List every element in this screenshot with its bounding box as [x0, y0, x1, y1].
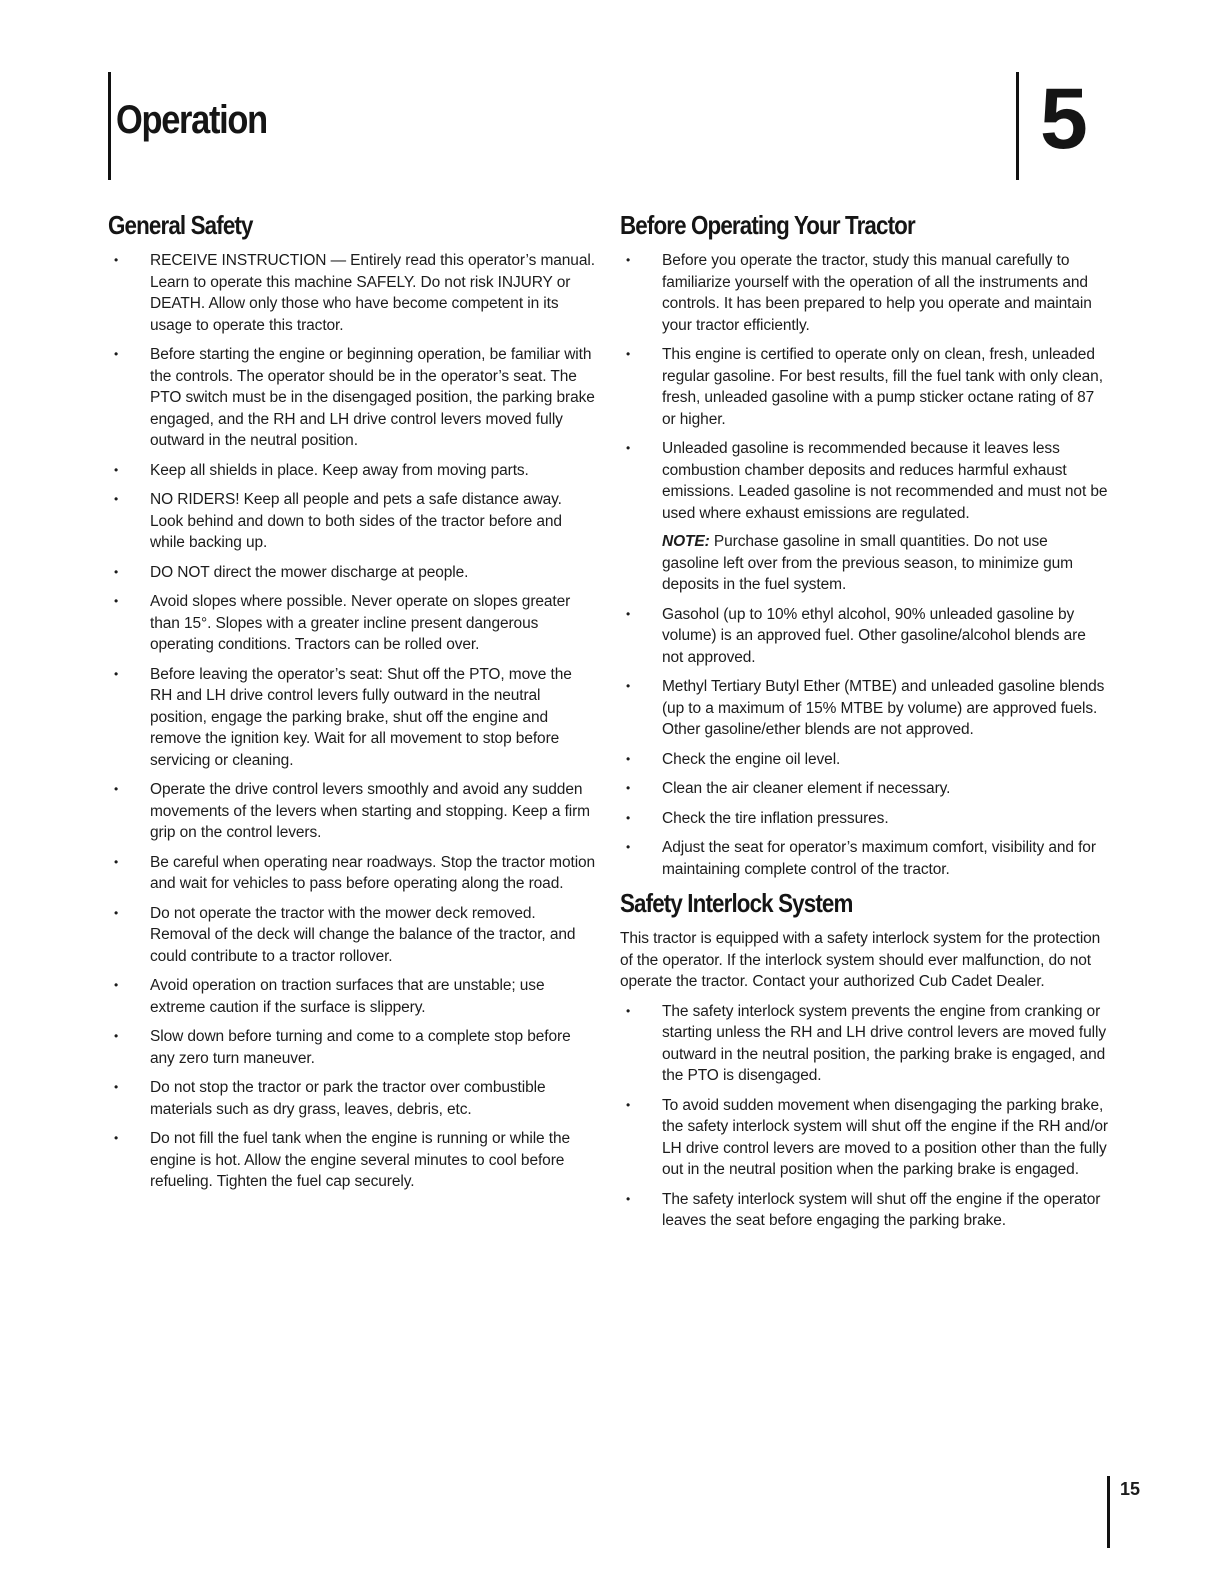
bullet-icon: • [114, 594, 119, 608]
before-operating-heading: Before Operating Your Tractor [620, 210, 915, 240]
bullet-icon: • [626, 606, 631, 621]
list-item [108, 779, 596, 844]
list-item [620, 778, 1108, 800]
list-item [620, 1189, 1108, 1232]
list-item [108, 903, 596, 968]
chapter-number: 5 [1040, 71, 1088, 167]
list-item [108, 250, 596, 336]
bullet-icon: • [114, 905, 119, 920]
bullet-icon: • [114, 1080, 119, 1094]
bullet-icon: • [626, 751, 631, 766]
bullet-icon: • [114, 253, 119, 267]
list-item [620, 749, 1108, 771]
right-column [620, 210, 1108, 1240]
note-text: Purchase gasoline in small quantities. Do not use gasoline left over from the previous season, to minimize gum deposits in the fuel system. [662, 533, 1073, 593]
bullet-icon: • [626, 810, 631, 825]
bullet-icon: • [626, 781, 631, 795]
interlock-list [620, 1001, 1108, 1232]
list-item-text: Avoid operation on traction surfaces that are unstable; use extreme caution if the surface is slippery. [150, 977, 545, 1016]
list-item [620, 604, 1108, 669]
before-operating-list [620, 250, 1108, 880]
list-item-text: NO RIDERS! Keep all people and pets a safe distance away. Look behind and down to both sides of the tractor before and while backing up. [150, 491, 562, 551]
list-item-text: Be careful when operating near roadways. Stop the tractor motion and wait for vehicles to pass before operating along the road. [150, 853, 596, 892]
list-item [620, 676, 1108, 741]
list-item [108, 1026, 596, 1069]
bullet-icon: • [626, 1191, 631, 1206]
fuel-note [662, 531, 1108, 596]
bullet-icon: • [114, 347, 119, 361]
list-item-text: DO NOT direct the mower discharge at people. [150, 563, 469, 581]
bullet-icon: • [114, 782, 119, 796]
list-item-text: Before you operate the tractor, study this manual carefully to familiarize yourself with the operation of all the instruments and controls. It has been prepared to help you operate and maintain your tractor efficiently. [662, 252, 1092, 334]
list-item-text: Keep all shields in place. Keep away from moving parts. [150, 461, 529, 479]
list-item-text: Check the engine oil level. [662, 750, 841, 768]
list-item-text: Clean the air cleaner element if necessary. [662, 780, 951, 797]
bullet-icon: • [114, 462, 119, 477]
list-item [620, 250, 1108, 336]
bullet-icon: • [626, 347, 631, 361]
bullet-icon: • [114, 666, 119, 681]
bullet-icon: • [114, 492, 119, 506]
general-safety-section [108, 210, 596, 1193]
bullet-icon: • [626, 840, 631, 854]
list-item-text: Before leaving the operator’s seat: Shut off the PTO, move the RH and LH drive control levers fully outward in the neutral position, engage the parking brake, shut off the engine and remove the ignition key. Wait for all movement to stop before servicing or cleaning. [150, 665, 572, 769]
list-item-text: Do not fill the fuel tank when the engine is running or while the engine is hot. Allow the engine several minutes to cool before refueling. Tighten the fuel cap securely. [150, 1130, 571, 1190]
list-item-text: Methyl Tertiary Butyl Ether (MTBE) and unleaded gasoline blends (up to a maximum of 15% MTBE by volume) are approved fuels. Other gasoline/ether blends are not approved. [662, 678, 1105, 738]
list-item-text: To avoid sudden movement when disengaging the parking brake, the safety interlock system will shut off the engine if the RH and/or LH drive control levers are moved to a position other than the fully out in the neutral position when the parking brake is engaged. [662, 1096, 1108, 1178]
bullet-icon: • [114, 854, 119, 869]
list-item-text: Unleaded gasoline is recommended because it leaves less combustion chamber deposits and reduces harmful exhaust emissions. Leaded gasoline is not recommended and must not be used where exhaust emissions are regulated. [662, 440, 1108, 522]
list-item [108, 975, 596, 1018]
list-item-text: Gasohol (up to 10% ethyl alcohol, 90% unleaded gasoline by volume) is an approved fuel. Other gasoline/alcohol blends are not approved. [662, 605, 1086, 666]
list-item [108, 489, 596, 554]
list-item-text: Do not operate the tractor with the mower deck removed. Removal of the deck will change the balance of the tractor, and could contribute to a tractor rollover. [150, 904, 576, 965]
list-item [620, 1001, 1108, 1087]
list-item-text: Operate the drive control levers smoothly and avoid any sudden movements of the levers when starting and stopping. Keep a firm grip on the control levers. [150, 781, 590, 841]
list-item [108, 460, 596, 482]
bullet-icon: • [626, 441, 631, 455]
bullet-icon: • [626, 1003, 631, 1018]
list-item-text: The safety interlock system prevents the engine from cranking or starting unless the RH and LH drive control levers are moved fully outward in the neutral position, the parking brake is engaged, and the PTO is disengaged. [662, 1002, 1106, 1084]
interlock-section [620, 888, 1108, 1232]
list-item [108, 664, 596, 772]
page-title: Operation [116, 98, 267, 142]
list-item [108, 1128, 596, 1193]
list-item-text: Adjust the seat for operator’s maximum comfort, visibility and for maintaining complete control of the tractor. [662, 839, 1096, 878]
general-safety-heading: General Safety [108, 210, 253, 240]
list-item-text: The safety interlock system will shut off the engine if the operator leaves the seat before engaging the parking brake. [662, 1190, 1101, 1229]
list-item [620, 808, 1108, 830]
list-item-text: Avoid slopes where possible. Never operate on slopes greater than 15°. Slopes with a greater incline present dangerous operating conditions. Tractors can be rolled over. [150, 593, 571, 653]
list-item [108, 591, 596, 656]
title-divider [108, 72, 111, 180]
list-item-text: This engine is certified to operate only on clean, fresh, unleaded regular gasoline. For best results, fill the fuel tank with only clean, fresh, unleaded gasoline with a pump sticker octane rating of 87 or higher. [662, 346, 1103, 428]
bullet-icon: • [626, 1097, 631, 1112]
bullet-icon: • [626, 253, 631, 267]
bullet-icon: • [626, 679, 631, 693]
page-number-divider [1107, 1476, 1110, 1548]
list-item [108, 852, 596, 895]
bullet-icon: • [114, 564, 119, 579]
list-item [620, 438, 1108, 596]
list-item-text: Check the tire inflation pressures. [662, 809, 889, 827]
bullet-icon: • [114, 1131, 119, 1145]
list-item-text: RECEIVE INSTRUCTION — Entirely read this operator’s manual. Learn to operate this machine SAFELY. Do not risk INJURY or DEATH. Allow only those who have become competent in its usage to operate this tractor. [150, 252, 595, 334]
list-item [108, 344, 596, 452]
interlock-heading: Safety Interlock System [620, 888, 853, 918]
list-item [620, 1095, 1108, 1181]
bullet-icon: • [114, 978, 119, 992]
list-item [620, 344, 1108, 430]
list-item [108, 1077, 596, 1120]
chapter-divider [1016, 72, 1019, 180]
before-operating-section [620, 210, 1108, 880]
page-number: 15 [1120, 1479, 1141, 1499]
list-item-text: Before starting the engine or beginning operation, be familiar with the controls. The operator should be in the operator’s seat. The PTO switch must be in the disengaged position, the parking brake engaged, and the RH and LH drive control levers moved fully outward in the neutral position. [150, 346, 595, 449]
general-safety-list [108, 250, 596, 1193]
bullet-icon: • [114, 1029, 119, 1043]
list-item [620, 837, 1108, 880]
list-item [108, 562, 596, 584]
list-item-text: Do not stop the tractor or park the tractor over combustible materials such as dry grass, leaves, debris, etc. [150, 1079, 546, 1118]
interlock-intro: This tractor is equipped with a safety interlock system for the protection of the operator. If the interlock system should ever malfunction, do not operate the tractor. Contact your authorized Cub Cadet Dealer. [620, 930, 1101, 990]
list-item-text: Slow down before turning and come to a complete stop before any zero turn maneuver. [150, 1028, 571, 1067]
left-column [108, 210, 596, 1201]
note-label: NOTE: [662, 533, 710, 550]
